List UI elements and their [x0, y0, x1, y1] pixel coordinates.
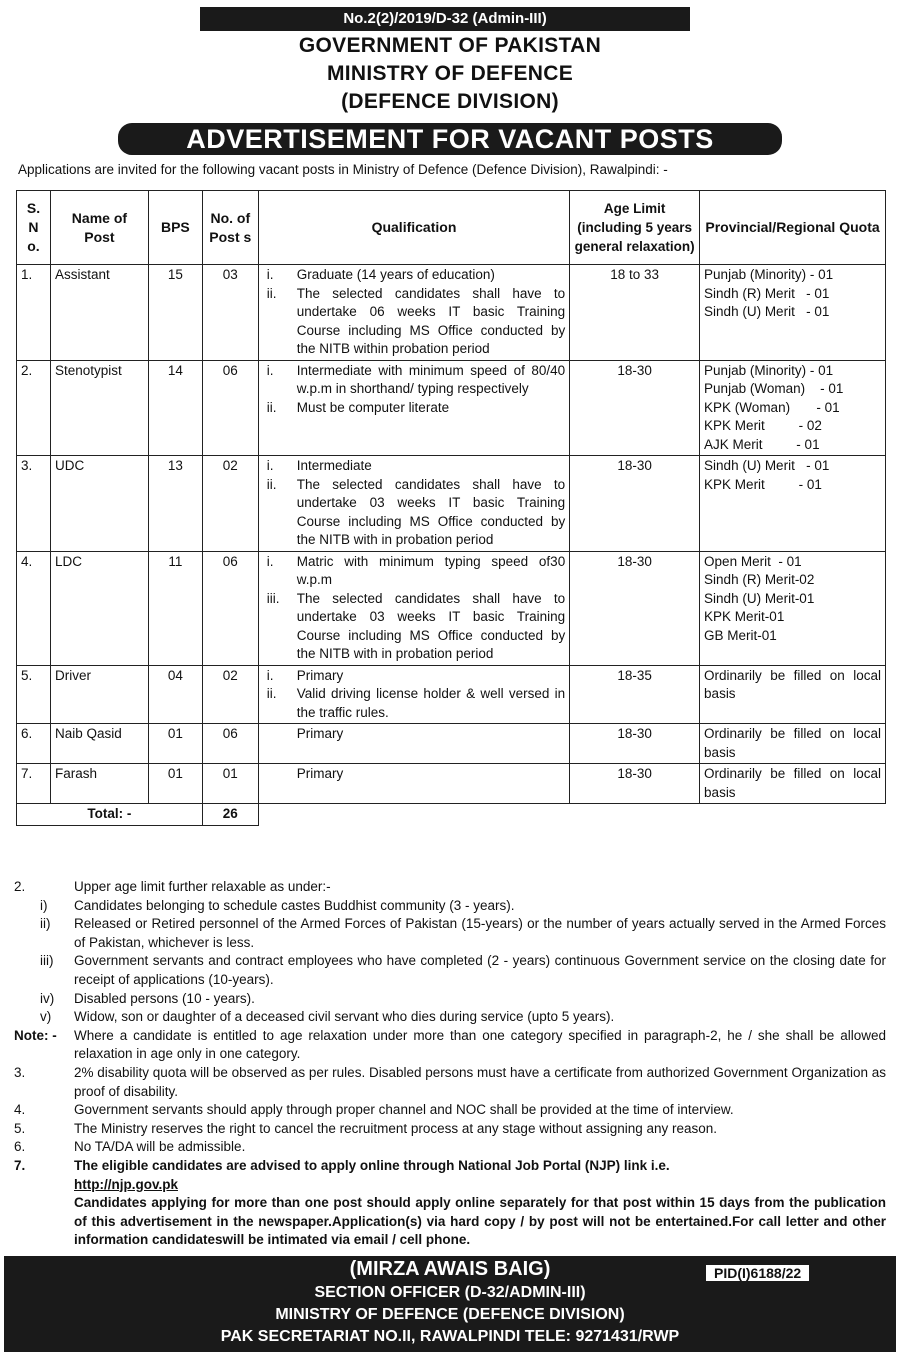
row-sno: 4.: [17, 551, 51, 665]
note-number: 4.: [14, 1102, 26, 1118]
relaxation-item: [14, 897, 886, 916]
row-age: 18-30: [570, 360, 700, 456]
note-text: No TA/DA will be admissible.: [74, 1139, 246, 1155]
relaxation-item: [14, 915, 886, 952]
qualification-number: [263, 725, 297, 744]
qualification-number: [263, 765, 297, 784]
quota-line: Ordinarily be filled on local basis: [704, 667, 881, 701]
qualification-text: Primary: [296, 766, 344, 781]
quota-line: Open Merit - 01: [704, 553, 802, 569]
njp-link[interactable]: http://njp.gov.pk: [74, 1176, 178, 1192]
row-qualification: [258, 665, 569, 724]
relaxation-text: Disabled persons (10 - years).: [74, 990, 255, 1006]
row-name: Assistant: [50, 265, 148, 361]
division-heading: (DEFENCE DIVISION): [341, 90, 559, 113]
row-qualification: [258, 265, 569, 361]
qualification-number: i.: [266, 362, 274, 378]
quota-line: Sindh (R) Merit - 01: [704, 285, 830, 301]
table-row: [17, 764, 886, 804]
quota-line: Ordinarily be filled on local basis: [704, 726, 881, 760]
note-number: 6.: [14, 1139, 26, 1155]
note-number: 7.: [14, 1157, 26, 1173]
quota-line: Sindh (U) Merit-01: [704, 590, 815, 606]
row-qualification: [258, 551, 569, 665]
total-value: 26: [202, 804, 258, 826]
qualification-number: i.: [266, 458, 274, 473]
relaxation-number: ii): [40, 916, 51, 932]
row-bps: 01: [148, 764, 202, 804]
quota-line: Sindh (R) Merit-02: [704, 572, 815, 587]
note-text: Where a candidate is entitled to age relaxation under more than one category specified in paragraph-2, he / she shall be allowed relaxation in age only in one category.: [74, 1027, 886, 1062]
row-bps: 14: [148, 360, 202, 456]
row-age: 18-30: [570, 456, 700, 552]
table-row: [17, 551, 886, 665]
row-name: Stenotypist: [50, 360, 148, 456]
quota-line: KPK (Woman) - 01: [704, 399, 840, 415]
quota-line: KPK Merit-01: [704, 609, 785, 624]
govt-heading: GOVERNMENT OF PAKISTAN: [298, 34, 602, 57]
row-age: 18-35: [570, 665, 700, 724]
qualification-number: ii.: [266, 285, 277, 301]
quota-line: Sindh (U) Merit - 01: [704, 458, 830, 473]
row-quota: [700, 724, 886, 764]
table-row: [17, 665, 886, 724]
row-posts: 02: [202, 665, 258, 724]
row-bps: 04: [148, 665, 202, 724]
row-quota: [700, 360, 886, 456]
table-row: [17, 360, 886, 456]
notes-section: [14, 878, 886, 1250]
quota-line: Punjab (Minority) - 01: [704, 267, 834, 282]
qualification-text: Must be computer literate: [296, 399, 450, 415]
qualification-number: ii.: [266, 476, 277, 492]
row-age: 18-30: [570, 764, 700, 804]
officer-title: SECTION OFFICER (D-32/ADMIN-III): [314, 1284, 586, 1301]
row-bps: 01: [148, 724, 202, 764]
intro-text: Applications are invited for the following vacant posts in Ministry of Defence (Defence Division), Rawalpindi: -: [18, 162, 668, 177]
advertisement-banner: ADVERTISEMENT FOR VACANT POSTS: [118, 123, 782, 155]
note-text: Government servants should apply through proper channel and NOC shall be provided at the time of interview.: [74, 1102, 734, 1118]
row-qualification: [258, 456, 569, 552]
quota-line: KPK Merit - 02: [704, 418, 822, 433]
row-age: 18 to 33: [570, 265, 700, 361]
vacancy-table: [16, 190, 886, 826]
row-sno: 5.: [17, 665, 51, 724]
row-qualification: [258, 724, 569, 764]
row-sno: 2.: [17, 360, 51, 456]
relaxation-text: Government servants and contract employees who have completed (2 - years) continuous Government service on the closing date for receipt of applications (10-years).: [74, 953, 886, 987]
row-posts: 06: [202, 724, 258, 764]
header-posts: No. of Post s: [202, 191, 258, 265]
row-quota: [700, 456, 886, 552]
row-sno: 3.: [17, 456, 51, 552]
row-posts: 06: [202, 360, 258, 456]
qualification-text: Valid driving license holder & well versed in the traffic rules.: [296, 686, 566, 720]
row-posts: 02: [202, 456, 258, 552]
relaxation-number: i): [40, 897, 48, 913]
qualification-text: Matric with minimum typing speed of30 w.p.m: [296, 553, 566, 587]
relaxation-number: iv): [40, 990, 55, 1006]
relaxation-number: iii): [40, 953, 54, 969]
qualification-number: iii.: [266, 590, 280, 606]
quota-line: Punjab (Woman) - 01: [704, 381, 844, 396]
quota-line: GB Merit-01: [704, 627, 777, 643]
row-qualification: [258, 764, 569, 804]
row-sno: 1.: [17, 265, 51, 361]
qualification-number: ii.: [266, 686, 277, 701]
ministry-name: MINISTRY OF DEFENCE (DEFENCE DIVISION): [275, 1306, 625, 1323]
address: PAK SECRETARIAT NO.II, RAWALPINDI TELE: 9271431/RWP: [220, 1328, 680, 1345]
note-number: 2.: [14, 879, 26, 894]
row-bps: 11: [148, 551, 202, 665]
qualification-text: The selected candidates shall have to undertake 03 weeks IT basic Training Course including MS Office conducted by the NITB with in probation period: [296, 590, 566, 661]
ministry-heading: MINISTRY OF DEFENCE: [326, 62, 574, 85]
qualification-text: Primary: [296, 726, 344, 741]
qualification-text: Intermediate with minimum speed of 80/40 w.p.m in shorthand/ typing respectively: [296, 362, 566, 396]
row-quota: [700, 665, 886, 724]
row-quota: [700, 551, 886, 665]
note-number: 5.: [14, 1120, 26, 1136]
table-row: [17, 265, 886, 361]
header-sno: S. N o.: [17, 191, 51, 265]
row-bps: 15: [148, 265, 202, 361]
row-name: Farash: [50, 764, 148, 804]
row-name: UDC: [50, 456, 148, 552]
header-qualification: Qualification: [258, 191, 569, 265]
relaxation-item: [14, 990, 886, 1009]
officer-name: (MIRZA AWAIS BAIG): [349, 1258, 551, 1280]
row-age: 18-30: [570, 551, 700, 665]
row-name: Naib Qasid: [50, 724, 148, 764]
qualification-text: Intermediate: [296, 458, 372, 473]
note-text: The Ministry reserves the right to cancel the recruitment process at any stage without assigning any reason.: [74, 1120, 718, 1136]
quota-line: Ordinarily be filled on local basis: [704, 766, 881, 800]
qualification-number: i.: [266, 553, 274, 569]
relaxation-item: [14, 952, 886, 989]
note-text: The eligible candidates are advised to apply online through National Job Portal (NJP) link i.e.: [74, 1157, 670, 1173]
row-posts: 01: [202, 764, 258, 804]
quota-line: Sindh (U) Merit - 01: [704, 304, 830, 319]
row-quota: [700, 764, 886, 804]
qualification-text: Graduate (14 years of education): [296, 267, 495, 282]
note-label: Note: -: [14, 1027, 57, 1043]
qualification-text: The selected candidates shall have to undertake 03 weeks IT basic Training Course including MS Office conducted by the NITB with in probation period: [296, 476, 566, 547]
reference-number: No.2(2)/2019/D-32 (Admin-III): [200, 7, 690, 31]
note-number: 3.: [14, 1064, 26, 1080]
header-name: Name of Post: [50, 191, 148, 265]
row-sno: 6.: [17, 724, 51, 764]
relaxation-number: v): [40, 1009, 52, 1025]
row-posts: 06: [202, 551, 258, 665]
header-age: Age Limit (including 5 years general relaxation): [570, 191, 700, 265]
row-qualification: [258, 360, 569, 456]
header-quota: Provincial/Regional Quota: [700, 191, 886, 265]
row-name: LDC: [50, 551, 148, 665]
header-bps: BPS: [148, 191, 202, 265]
relaxation-text: Widow, son or daughter of a deceased civil servant who dies during service (upto 5 years).: [74, 1009, 615, 1025]
table-row: [17, 724, 886, 764]
note-text: Candidates applying for more than one post should apply online separately for that post within 15 days from the publication of this advertisement in the newspaper.Application(s) via hard copy / by post will not be entertained.For call letter and other information candidateswill be intimated via email / cell phone.: [74, 1195, 886, 1248]
row-name: Driver: [50, 665, 148, 724]
relaxation-text: Released or Retired personnel of the Armed Forces of Pakistan (15-years) or the number of years actually served in the Armed Forces of Pakistan, whichever is less.: [74, 916, 886, 950]
qualification-number: i.: [266, 267, 274, 282]
qualification-number: i.: [266, 667, 274, 683]
relaxation-text: Candidates belonging to schedule castes Buddhist community (3 - years).: [74, 897, 515, 913]
note-text: Upper age limit further relaxable as under:-: [74, 879, 331, 894]
row-bps: 13: [148, 456, 202, 552]
qualification-text: The selected candidates shall have to undertake 06 weeks IT basic Training Course including MS Office conducted by the NITB within probation period: [296, 285, 566, 356]
quota-line: AJK Merit - 01: [704, 436, 820, 452]
row-posts: 03: [202, 265, 258, 361]
row-quota: [700, 265, 886, 361]
quota-line: Punjab (Minority) - 01: [704, 362, 834, 378]
quota-line: KPK Merit - 01: [704, 476, 822, 492]
pid-number: PID(I)6188/22: [706, 1265, 809, 1281]
qualification-number: ii.: [266, 399, 277, 415]
row-sno: 7.: [17, 764, 51, 804]
relaxation-item: [14, 1008, 886, 1027]
qualification-text: Primary: [296, 667, 344, 683]
table-row: [17, 456, 886, 552]
row-age: 18-30: [570, 724, 700, 764]
note-text: 2% disability quota will be observed as per rules. Disabled persons must have a certificate from authorized Government Organization as proof of disability.: [74, 1064, 886, 1099]
total-label: Total: -: [17, 804, 203, 826]
